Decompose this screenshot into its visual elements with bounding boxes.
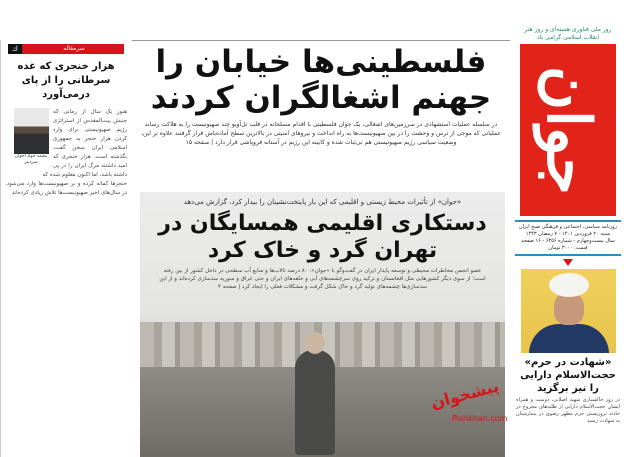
main-story bbox=[135, 44, 507, 147]
author-figure bbox=[9, 108, 53, 166]
sidebar-text: در روز خاکسپاری شهید اصلانی، دوست و همراه ایشان حجت‌الاسلام دارایی از طلبه‌های مجروح در حادثه تروریستی حرم مطهر رضوی در بیمارستان به شهادت رسید bbox=[516, 397, 620, 424]
newspaper-logo bbox=[520, 44, 616, 216]
main-headline: فلسطینی‌ها خیابان را جهنم اشغالگران کردند bbox=[150, 44, 492, 116]
feature-headline: دستکاری اقلیمی همسایگان در تهران گرد و خاک کرد bbox=[158, 211, 487, 263]
editorial-tag: سرمقاله bbox=[63, 45, 85, 52]
watermark-logo: پیشخوان bbox=[428, 376, 501, 413]
editorial-logo-icon: ك bbox=[8, 44, 22, 54]
author-name: محمد جواد اخوان bbox=[14, 154, 48, 159]
feature-photo bbox=[140, 192, 508, 457]
page-marker-icon bbox=[563, 259, 573, 266]
right-column bbox=[514, 26, 622, 425]
man-head bbox=[305, 332, 325, 354]
main-lead: در سلسله عملیات استشهادی در سرزمین‌های اشغالی، یک جوان فلسطینی با اقدام مسلحانه در قلب تل‌آویو چند صهیونیست را به هلاکت رساند عملیاتی که موجی از ترس و وحشت را در بین صهیونیست‌ها به راه انداخت و نیروهای امنیتی در بالاترین سطح آماده‌باش قرار گرفتند علاوه بر این، وضعیت سیاسی رژیم صهیونیستی هم بی‌ثبات شده و کابینه این رژیم در آستانه فروپاشی قرار دارد | صفحه ۱۵ bbox=[141, 121, 501, 146]
logo-text: جوان bbox=[533, 65, 603, 195]
robe bbox=[529, 324, 609, 353]
info-line: روزنامه سیاسی، اجتماعی و فرهنگی صبح ایران bbox=[518, 224, 618, 230]
masthead-slogan: روز ملی فناوری هسته‌ای و روز هنر انقلاب اسلامی گرامی باد bbox=[524, 26, 612, 41]
masked-man bbox=[295, 350, 335, 455]
face bbox=[554, 293, 584, 325]
editorial-headline: هزار خنجری که غده سرطانی را از پای درمی‌آورد bbox=[17, 61, 115, 100]
editorial-text: هنوز یک سال از زمانی که جنبش بیت‌المقدس از استراتژی رژیم صهیونیستی برای وارد کردن هزار خنجر به جمهوری اسلامی ایران سخن گفت، نگذشته است. هزار خنجری که امید داشتند مرگ ایران را در پی داشته باشد، اما اکنون معلوم شده که bbox=[42, 109, 127, 178]
editorial-column bbox=[0, 40, 132, 457]
editorial-text-continued: خنجرها کمانه کرده و بر صهیونیست‌ها وارد می‌شود. در سال‌های اخیر صهیونیست‌ها تلاش زیادی کرده‌اند bbox=[5, 181, 127, 196]
cleric-photo bbox=[521, 269, 616, 353]
feature-kicker: «جوان» از تأثیرات محیط زیستی و اقلیمی که این بار پایتخت‌نشینان را بیدار کرد، گزارش می‌دهد bbox=[183, 198, 462, 206]
editorial-tag-bar bbox=[8, 44, 124, 54]
feature-lead: عضو انجمن مخاطرات محیطی و توسعه پایدار ایران در گفت‌وگو با «جوان»: ۸۰ درصد تالاب‌ها و منابع آب سطحی در داخل کشور از بین رفته است؛ از سوی دیگر کشورهایی مثل افغانستان و ترکیه روی سرچشمه‌های آبی و حلقه‌های ایران و حتی عراق و سوریه سدسازی کرده‌اند و از این سدسازی‌ها چشمه‌های تولید گرد و خاک شکل گرفت و مشکلات فعلی را ایجاد کرد | صفحه ۴ bbox=[159, 268, 486, 290]
editorial-body bbox=[5, 108, 127, 198]
feature-text bbox=[150, 198, 495, 291]
info-line: شنبه ۲۰ فروردین ۱۴۰۱ - ۷ رمضان ۱۴۴۳ bbox=[525, 231, 611, 237]
turban bbox=[549, 273, 589, 297]
watermark-url: Pishkhan.com bbox=[452, 414, 508, 423]
author-photo bbox=[14, 108, 49, 154]
sidebar-headline: «شهادت در حرم» حجت‌الاسلام دارایی را نیز برگزید bbox=[520, 357, 616, 394]
author-role: سردبیر bbox=[24, 160, 38, 165]
info-line: قیمت: ۳۰۰۰ تومان bbox=[548, 245, 588, 251]
info-line: سال بیست‌وچهارم - شماره ۶۴۵۶ - ۱۶ صفحه bbox=[521, 238, 615, 244]
masthead-info bbox=[515, 220, 621, 256]
top-rule bbox=[132, 40, 510, 41]
